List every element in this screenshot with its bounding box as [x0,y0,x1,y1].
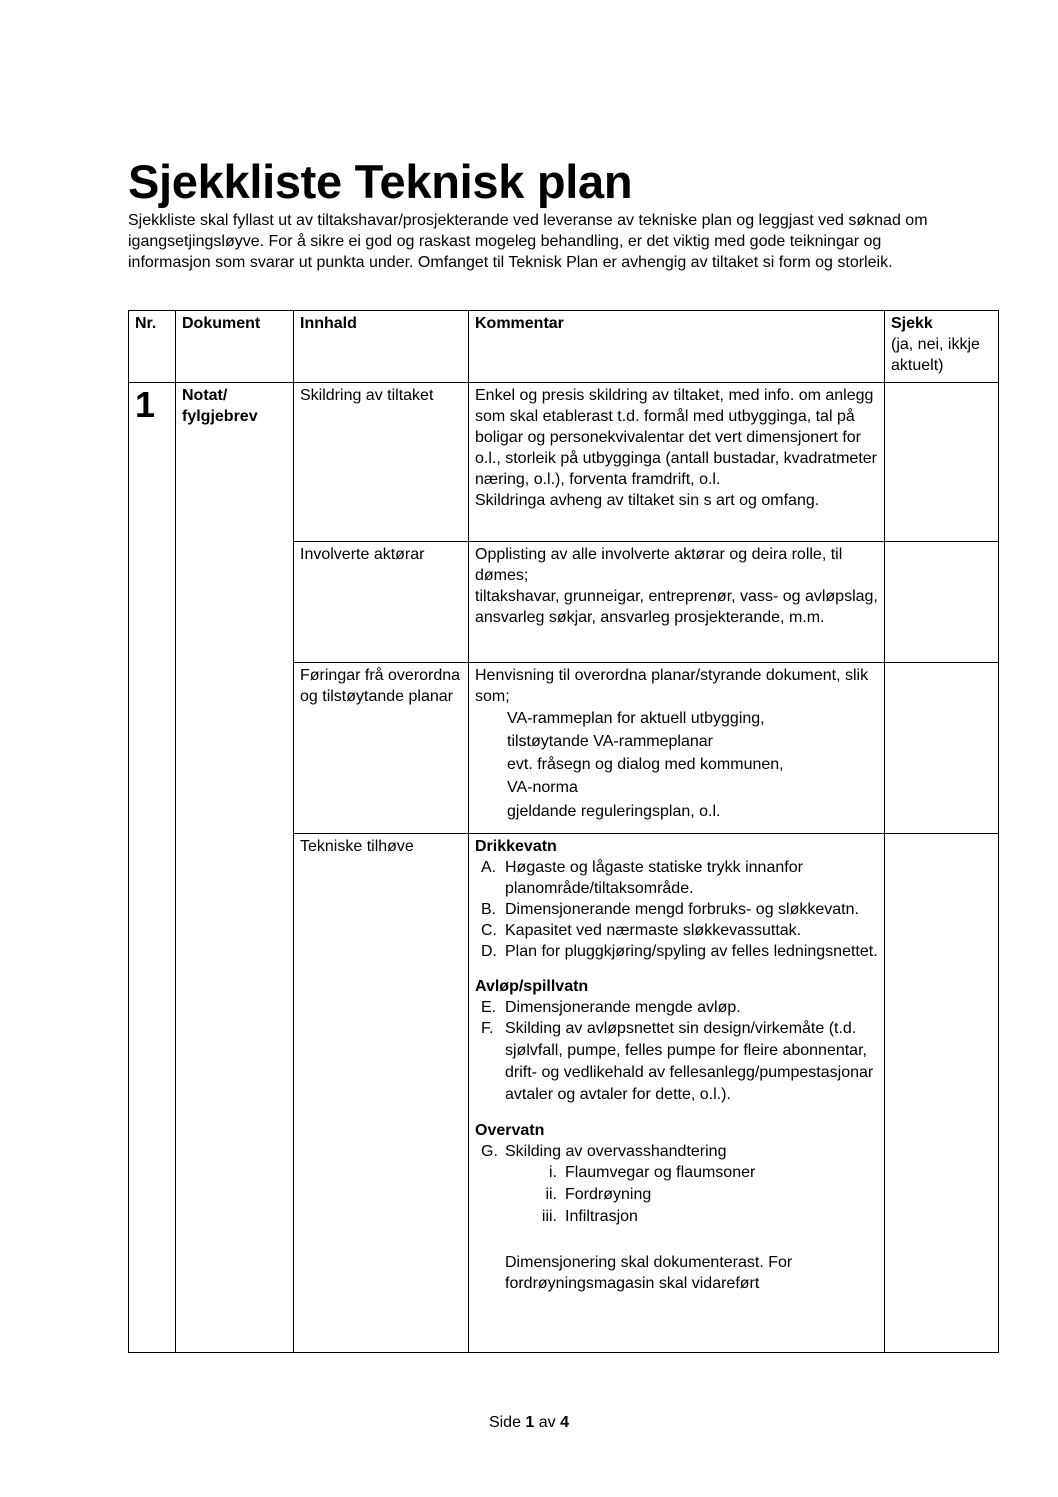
section-heading-drikkevatn: Drikkevatn [475,838,557,855]
checklist-table [128,310,999,1353]
list-item [475,1018,878,1106]
list-item [475,899,878,920]
list-marker: C. [481,922,497,939]
intro-paragraph: Sjekkliste skal fyllast ut av tiltakshavar/prosjekterande ved leveranse av tekniske plan og leggjast ved søknad om igangsetjingsløyve. For å sikre ei god og raskast mogeleg behandling, er det viktig med gode teikningar og informasjon som svarar ut punkta under. Omfanget til Teknisk Plan er avhengig av tiltaket si form og storleik. [128,212,928,271]
list-marker: i. [549,1164,557,1181]
header-innhald: Innhald [294,311,469,383]
header-dokument: Dokument [176,311,294,383]
list-text: Kapasitet ved nærmaste sløkkevassuttak. [505,922,802,939]
header-kommentar: Kommentar [469,311,885,383]
list-item [475,920,878,941]
list-marker: E. [481,999,497,1016]
list-item [475,941,878,962]
footer-prefix: Side [488,1414,521,1431]
spacer [475,962,878,976]
cell-innhald: Tekniske tilhøve [294,834,469,1353]
list-marker: F. [481,1020,494,1037]
list-item: evt. fråsegn og dialog med kommunen, [507,756,784,773]
section-heading-overvatn: Overvatn [475,1122,545,1139]
list-text: Plan for pluggkjøring/spyling av felles ledningsnettet. [505,943,878,960]
section-heading-avlop: Avløp/spillvatn [475,978,589,995]
list-text: Infiltrasjon [565,1208,638,1225]
header-sjekk [885,311,999,383]
list-marker: B. [481,901,497,918]
list-item: VA-rammeplan for aktuell utbygging, [507,710,765,727]
list-item [475,1141,878,1162]
list-item: VA-norma [507,779,578,796]
list-marker: D. [481,943,497,960]
list-marker: G. [481,1143,498,1160]
cell-sjekk[interactable] [885,663,999,834]
kommentar-text: Opplisting av alle involverte aktørar og deira rolle, til dømes; [475,546,843,584]
list-marker: ii. [545,1186,557,1203]
list-item [475,857,878,899]
list-text: Flaumvegar og flaumsoner [565,1164,756,1181]
cell-innhald: Involverte aktørar [294,542,469,663]
spacer [475,1106,878,1120]
list-text: Høgaste og lågaste statiske trykk innanfor planområde/tiltaksområde. [505,859,803,897]
kommentar-text: Enkel og presis skildring av tiltaket, med info. om anlegg som skal etablerast t.d. formål med utbygginga, tal på boligar og personekvivalentar det vert dimensjonert for o.l., storleik på utbygginga (antall bustadar, kvadratmeter næring, o.l.), forventa framdrift, o.l. [475,387,877,488]
cell-sjekk[interactable] [885,542,999,663]
cell-innhald: Føringar frå overordna og tilstøytande planar [294,663,469,834]
list-item: tilstøytande VA-rammeplanar [507,733,713,750]
list-text: Dimensjonerande mengde avløp. [505,999,741,1016]
cell-kommentar [469,663,885,834]
list-text: Skilding av overvasshandtering [505,1143,727,1160]
sub-list-item [475,1206,878,1228]
page-footer [0,1414,1058,1432]
cell-sjekk[interactable] [885,383,999,542]
footer-page-number: 1 [525,1414,535,1431]
cell-kommentar [469,834,885,1353]
list-marker: iii. [541,1208,557,1225]
table-row [129,383,999,542]
sub-list-item [475,1162,878,1184]
header-nr: Nr. [129,311,176,383]
section-document: Notat/ fylgjebrev [176,383,294,1353]
list-item [475,997,878,1018]
cell-kommentar [469,542,885,663]
closing-text: Dimensjonering skal dokumenterast. For fordrøyningsmagasin skal vidareført [505,1254,793,1292]
section-number: 1 [129,383,176,1353]
kommentar-text: Skildringa avheng av tiltaket sin s art og omfang. [475,492,820,509]
list-text: Dimensjonerande mengd forbruks- og sløkkevatn. [505,901,859,918]
cell-kommentar [469,383,885,542]
footer-page-total: 4 [560,1414,570,1431]
cell-innhald: Skildring av tiltaket [294,383,469,542]
kommentar-text: tiltakshavar, grunneigar, entreprenør, vass- og avløpslag, ansvarleg søkjar, ansvarleg prosjekterande, m.m. [475,588,878,626]
list-marker: A. [481,859,497,876]
kommentar-text: Henvisning til overordna planar/styrande dokument, slik som; [475,667,869,705]
table-header-row [129,311,999,383]
spacer [475,1228,878,1252]
footer-mid: av [538,1414,556,1431]
sub-list-item [475,1184,878,1206]
list-text: Fordrøyning [565,1186,652,1203]
page-title: Sjekkliste Teknisk plan [128,155,633,208]
list-text: Skilding av avløpsnettet sin design/virkemåte (t.d. sjølvfall, pumpe, felles pumpe for fleire abonnentar, drift- og vedlikehald av fellesanlegg/pumpestasjonar avtaler og avtaler for dette, o.l.). [505,1020,874,1103]
header-sjekk-sub: (ja, nei, ikkje aktuelt) [891,336,980,374]
header-sjekk-label: Sjekk [891,315,933,332]
cell-sjekk[interactable] [885,834,999,1353]
list-item: gjeldande reguleringsplan, o.l. [507,803,721,820]
